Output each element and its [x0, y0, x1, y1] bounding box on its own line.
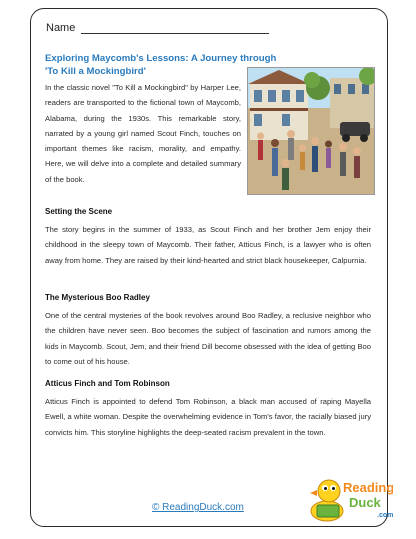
readingduck-link[interactable]: © ReadingDuck.com — [152, 502, 244, 513]
section-heading: The Mysterious Boo Radley — [45, 293, 150, 302]
worksheet-title: Exploring Maycomb's Lessons: A Journey through 'To Kill a Mockingbird' — [45, 53, 277, 77]
name-label: Name — [46, 22, 76, 34]
svg-text:.com: .com — [377, 512, 393, 519]
section-heading: Atticus Finch and Tom Robinson — [45, 379, 170, 388]
intro-paragraph: In the classic novel "To Kill a Mockingbird" by Harper Lee, readers are transported to the fictional town of Maycomb, Alabama, during the 1930s. This remarkable story, narrated by a young girl named Scout Finch, touches on important themes like racism, morality, and empathy. Here, we will delve into a complete and detailed summary of the book. — [45, 83, 241, 184]
town-illustration — [247, 67, 375, 195]
section-heading: Setting the Scene — [45, 207, 113, 216]
name-blank-line[interactable] — [81, 23, 269, 34]
readingduck-logo — [309, 469, 393, 525]
svg-text:Reading: Reading — [343, 480, 393, 495]
section-paragraph: Atticus Finch is appointed to defend Tom Robinson, a black man accused of raping Mayella Ewell, a white woman. Despite the overwhelming evidence in Tom's favor, the racially biased jury convicts him. This storyline highlights the deep-seated racism prevalent in the town. — [45, 397, 371, 437]
name-field — [46, 22, 269, 34]
section-paragraph: One of the central mysteries of the book revolves around Boo Radley, a reclusive neighbor who the children have never seen. Boo becomes the subject of fascination and rumors among the kids in Maycomb. Scout, Jem, and their friend Dill become obsessed with the idea of getting Boo to come out of his house. — [45, 311, 371, 366]
section-paragraph: The story begins in the summer of 1933, as Scout Finch and her brother Jem enjoy their childhood in the sleepy town of Maycomb. Their father, Atticus Finch, is a lawyer who is often away from home. They are raised by their kind-hearted and strict black housekeeper, Calpurnia. — [45, 225, 371, 265]
svg-text:Duck: Duck — [349, 495, 381, 510]
